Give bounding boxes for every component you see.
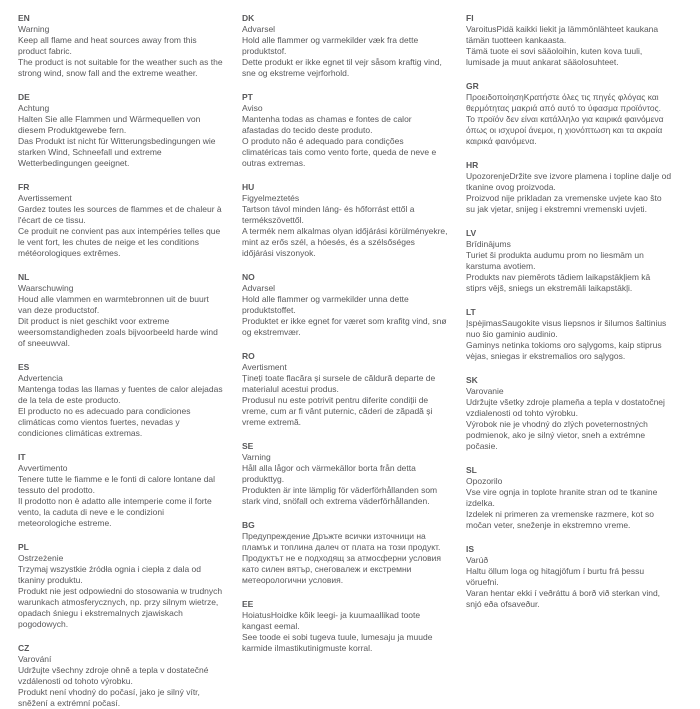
language-code: SL [466, 465, 477, 475]
warning-text: Avertissement [18, 193, 72, 203]
warning-section-it [18, 452, 224, 529]
warning-text: Gardez toutes les sources de flammes et de chaleur à l'écart de ce tissu. [18, 204, 222, 225]
language-code: LV [466, 228, 477, 238]
warning-text: Warning [18, 24, 50, 34]
column-1 [18, 13, 224, 708]
warning-text: Varning [242, 452, 271, 462]
warning-section-lt [466, 307, 672, 362]
language-code: FR [18, 182, 30, 192]
warning-section-de [18, 92, 224, 169]
warning-text: UpozorenjeDržite sve izvore plamena i topline dalje od tkanine ovog proizvoda. [466, 171, 672, 192]
warning-section-pl [18, 542, 224, 630]
language-code: DE [18, 92, 30, 102]
warning-text: A termék nem alkalmas olyan időjárási körülményekre, mint az erős szél, a hóesés, és a szélsőséges időjárási viszonyok. [242, 226, 448, 258]
warning-text: Waarschuwing [18, 283, 74, 293]
warning-text: Turiet ši produkta audumu prom no liesmām un karstuma avotiem. [466, 250, 644, 271]
warning-section-fi [466, 13, 672, 68]
warning-text: Tämä tuote ei sovi sääoloihin, kuten kova tuuli, lumisade ja muut ankarat sääolosuhteet. [466, 46, 643, 67]
warning-section-is [466, 544, 672, 610]
warning-text: Výrobok nie je vhodný do zlých poveternostných podmienok, ako je silný vietor, sneh a extrémne počasie. [466, 419, 648, 451]
column-2 [242, 13, 448, 690]
warning-text: Предупреждение Дръжте всички източници на пламък и топлина далеч от плата на този продукт. [242, 531, 441, 552]
warning-text: Advertencia [18, 373, 63, 383]
warning-text: Tenere tutte le fiamme e le fonti di calore lontane dal tessuto del prodotto. [18, 474, 216, 495]
warning-section-ro [242, 351, 448, 428]
warning-text: Figyelmeztetés [242, 193, 300, 203]
warning-text: O produto não é adequado para condições climatéricas tais como vento forte, queda de neve e outras extremas. [242, 136, 437, 168]
language-code: DK [242, 13, 255, 23]
language-code: HU [242, 182, 255, 192]
language-code: ES [18, 362, 30, 372]
warning-section-hr [466, 160, 672, 215]
language-code: RO [242, 351, 255, 361]
warning-text: Halten Sie alle Flammen und Wärmequellen von diesem Produktgewebe fern. [18, 114, 201, 135]
warning-text: Mantenga todas las llamas y fuentes de calor alejadas de la tela de este producto. [18, 384, 223, 405]
warning-text: Opozorilo [466, 476, 503, 486]
warning-text: Mantenha todas as chamas e fontes de calor afastadas do tecido deste produto. [242, 114, 412, 135]
warning-section-sl [466, 465, 672, 531]
warning-section-ee [242, 599, 448, 654]
warning-text: Το προϊόν δεν είναι κατάλληλο για καιρικά φαινόμενα όπως οι ισχυροί άνεμοι, η χιονόπτωση και τα ακραία καιρικά φαινόμενα. [466, 114, 664, 146]
warning-section-en [18, 13, 224, 79]
language-code: PL [18, 542, 29, 552]
warning-text: Țineți toate flacăra și sursele de căldură departe de materialul acestui produs. [242, 373, 436, 394]
language-code: GR [466, 81, 479, 91]
warning-text: Produsul nu este potrivit pentru diferite condiții de vreme, cum ar fi vânt puternic, căderi de zăpadă și vreme extremă. [242, 395, 433, 427]
warning-section-cz [18, 643, 224, 709]
warning-text: Das Produkt ist nicht für Witterungsbedingungen wie starken Wind, Schneefall und extreme Wetterbedingungen geeignet. [18, 136, 216, 168]
warning-section-lv [466, 228, 672, 294]
warning-text: Hold alle flammer og varmekilder væk fra dette produktstof. [242, 35, 419, 56]
language-code: IT [18, 452, 26, 462]
warning-text: Udržujte všechny zdroje ohně a tepla v dostatečné vzdálenosti od tohoto výrobku. [18, 665, 209, 686]
warning-text: Produkt není vhodný do počasí, jako je silný vítr, sněžení a extrémní počasí. [18, 687, 200, 708]
warning-text: El producto no es adecuado para condiciones climáticas como vientos fuertes, nevadas y condiciones climáticas extremas. [18, 406, 191, 438]
warning-text: Produkt nie jest odpowiedni do stosowania w trudnych warunkach atmosferycznych, np. przy silnym wietrze, opadach śniegu i ekstremalnych zjawiskach pogodowych. [18, 586, 223, 629]
language-code: EN [18, 13, 30, 23]
language-code: FI [466, 13, 474, 23]
warning-section-se [242, 441, 448, 507]
warning-text: Keep all flame and heat sources away from this product fabric. [18, 35, 197, 56]
language-code: NL [18, 272, 30, 282]
warning-text: HoiatusHoidke kõik leegi- ja kuumaallikad toote kangast eemal. [242, 610, 421, 631]
language-code: NO [242, 272, 255, 282]
warning-text: Dit product is niet geschikt voor extreme weersomstandigheden zoals bijvoorbeeld harde wind of sneeuwval. [18, 316, 218, 348]
warning-text: Ce produit ne convient pas aux intempéries telles que le vent fort, les chutes de neige et les conditions météorologiques extrêmes. [18, 226, 221, 258]
warning-text: Brīdinājums [466, 239, 511, 249]
language-code: BG [242, 520, 255, 530]
warning-text: ĮspėjimasSaugokite visus liepsnos ir šilumos šaltinius nuo šio gaminio audinio. [466, 318, 667, 339]
warning-text: Varování [18, 654, 52, 664]
warning-text: Varovanie [466, 386, 504, 396]
warning-text: ΠροειδοποίησηΚρατήστε όλες τις πηγές φλόγας και θερμότητας μακριά από αυτό το ύφασμα προϊόντος. [466, 92, 662, 113]
language-code: IS [466, 544, 475, 554]
warning-text: Tartson távol minden láng- és hőforrást ettől a termékszövettől. [242, 204, 415, 225]
warning-text: See toode ei sobi tugeva tuule, lumesaju ja muude karmide ilmastikutinigmuste korral. [242, 632, 433, 653]
warning-section-nl [18, 272, 224, 349]
warning-text: Vse vire ognja in toplote hranite stran od te tkanine izdelka. [466, 487, 658, 508]
warning-text: Trzymaj wszystkie źródła ognia i ciepła z dala od tkaniny produktu. [18, 564, 201, 585]
warning-text: Proizvod nije prikladan za vremenske uvjete kao što su jak vjetar, snijeg i ekstremni vremenski uvjeti. [466, 193, 662, 214]
language-code: CZ [18, 643, 30, 653]
column-3 [466, 13, 672, 690]
warning-text: Varan hentar ekki í veðráttu á borð við sterkan vind, snjó eða ofsaveður. [466, 588, 661, 609]
language-code: SE [242, 441, 254, 451]
warning-section-dk [242, 13, 448, 79]
warning-text: Advarsel [242, 24, 276, 34]
warning-section-bg [242, 520, 448, 586]
warning-text: Varúð [466, 555, 489, 565]
warning-text: Houd alle vlammen en warmtebronnen uit de buurt van deze productstof. [18, 294, 209, 315]
warning-section-no [242, 272, 448, 338]
warning-section-hu [242, 182, 448, 259]
warning-text: Gaminys netinka tokioms oro sąlygoms, kaip stiprus vėjas, sniegas ir ekstremalios oro sąlygos. [466, 340, 662, 361]
language-code: LT [466, 307, 476, 317]
warning-text: Ostrzeżenie [18, 553, 64, 563]
warning-text: Dette produkt er ikke egnet til vejr såsom kraftig vind, sne og ekstreme vejrforhold. [242, 57, 442, 78]
warning-text: Produkts nav piemērots tādiem laikapstākļiem kā stiprs vējš, sniegs un ekstremāli laikapstākļi. [466, 272, 651, 293]
warning-text: Udržujte všetky zdroje plameňa a tepla v dostatočnej vzdialenosti od tohto výrobku. [466, 397, 665, 418]
warning-text: Haltu öllum loga og hitagjöfum í burtu frá þessu vöruefni. [466, 566, 645, 587]
warning-text: Izdelek ni primeren za vremenske razmere, kot so močan veter, sneženje in ekstremno vreme. [466, 509, 655, 530]
warning-text: The product is not suitable for the weather such as the strong wind, snow fall and the extreme weather. [18, 57, 223, 78]
warning-section-fr [18, 182, 224, 259]
warning-text: Aviso [242, 103, 263, 113]
warning-section-sk [466, 375, 672, 452]
language-code: EE [242, 599, 254, 609]
warning-section-es [18, 362, 224, 439]
language-code: HR [466, 160, 479, 170]
warning-text: Продуктът не е подходящ за атмосферни условия като силен вятър, снеговалеж и екстремни метеорологични условия. [242, 553, 441, 585]
warning-text: Avertisment [242, 362, 287, 372]
warning-text: Produkten är inte lämplig för väderförhållanden som stark vind, snöfall och extrema väderförhållanden. [242, 485, 438, 506]
warning-text: Produktet er ikke egnet for været som krafitg vind, snø og ekstremvær. [242, 316, 447, 337]
language-code: PT [242, 92, 253, 102]
warning-text: Advarsel [242, 283, 276, 293]
warning-text: VaroitusPidä kaikki liekit ja lämmönlähteet kaukana tämän tuotteen kankaasta. [466, 24, 659, 45]
warning-text: Håll alla lågor och värmekällor borta från detta produkttyg. [242, 463, 416, 484]
warning-section-pt [242, 92, 448, 169]
warning-text: Hold alle flammer og varmekilder unna dette produktstoffet. [242, 294, 409, 315]
warning-text: Avvertimento [18, 463, 68, 473]
warning-text: Achtung [18, 103, 50, 113]
language-code: SK [466, 375, 478, 385]
warning-section-gr [466, 81, 672, 147]
warning-text: Il prodotto non è adatto alle intemperie come il forte vento, la caduta di neve e le condizioni meteorologiche estreme. [18, 496, 212, 528]
